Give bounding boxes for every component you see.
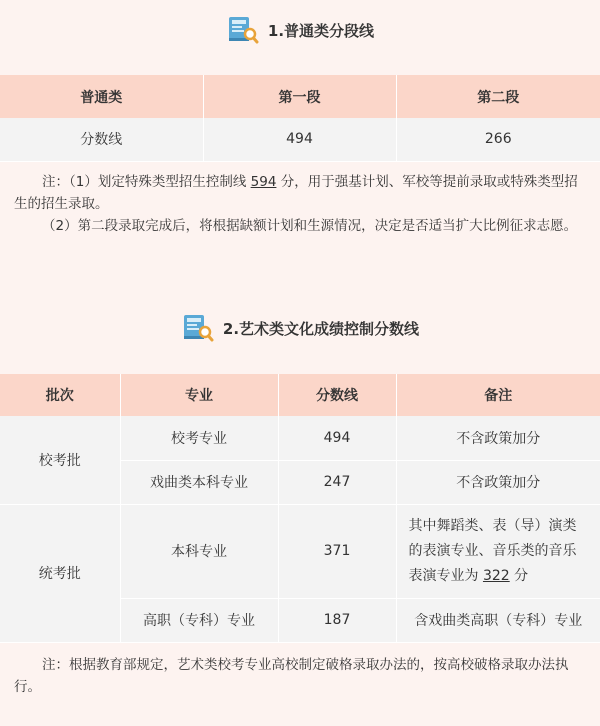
table-cell: 494 (203, 118, 396, 161)
table-cell: 266 (396, 118, 600, 161)
section2-heading (0, 310, 600, 346)
note-text: 注：（1）划定特殊类型招生控制线 (42, 174, 251, 190)
note-paragraph: （2）第二段录取完成后，将根据缺额计划和生源情况，决定是否适当扩大比例征求志愿。 (42, 218, 578, 234)
note-paragraph: 注：根据教育部规定，艺术类校考专业高校制定破格录取办法的，按高校破格录取办法执行。 (14, 657, 569, 695)
remark-text: 分 (509, 567, 529, 584)
section2-title: 2.艺术类文化成绩控制分数线 (222, 319, 420, 338)
table-cell: 不含政策加分 (396, 416, 600, 460)
table-header: 专业 (120, 374, 278, 416)
batch-cell: 校考批 (0, 416, 120, 504)
table-cell: 校考专业 (120, 416, 278, 460)
table-cell: 247 (278, 460, 396, 504)
table-row (0, 118, 600, 161)
table-header: 备注 (396, 374, 600, 416)
table-cell: 187 (278, 598, 396, 642)
table-cell: 本科专业 (120, 504, 278, 598)
note-text: 分，用于强基计划、军校等提前录取或特殊类型招生的招生录取。 (14, 174, 578, 212)
note-paragraph (14, 171, 586, 215)
section1-heading (0, 12, 600, 48)
art-score-table (0, 374, 600, 643)
section1-title: 1.普通类分段线 (267, 21, 375, 40)
table-cell: 戏曲类本科专业 (120, 460, 278, 504)
book-search-icon (226, 14, 260, 46)
table-cell: 含戏曲类高职（专科）专业 (396, 598, 600, 642)
table-row (0, 504, 600, 598)
special-control-score: 594 (250, 174, 277, 190)
table-cell: 分数线 (0, 118, 203, 161)
section1-notes (0, 171, 600, 237)
table-row (0, 416, 600, 460)
table-cell: 371 (278, 504, 396, 598)
table-cell: 高职（专科）专业 (120, 598, 278, 642)
book-search-icon (181, 312, 215, 344)
remark-text: 其中舞蹈类、表（导）演类的表演专业、音乐类的音乐表演专业为 (408, 517, 577, 584)
table-header: 第二段 (396, 75, 600, 118)
table-cell: 不含政策加分 (396, 460, 600, 504)
table-cell: 494 (278, 416, 396, 460)
table-header: 第一段 (203, 75, 396, 118)
table-header: 分数线 (278, 374, 396, 416)
table-header: 批次 (0, 374, 120, 416)
batch-cell: 统考批 (0, 504, 120, 642)
table-header: 普通类 (0, 75, 203, 118)
table-cell (396, 504, 600, 598)
performance-score: 322 (482, 567, 510, 584)
score-line-table (0, 75, 600, 162)
section2-notes (0, 654, 600, 698)
